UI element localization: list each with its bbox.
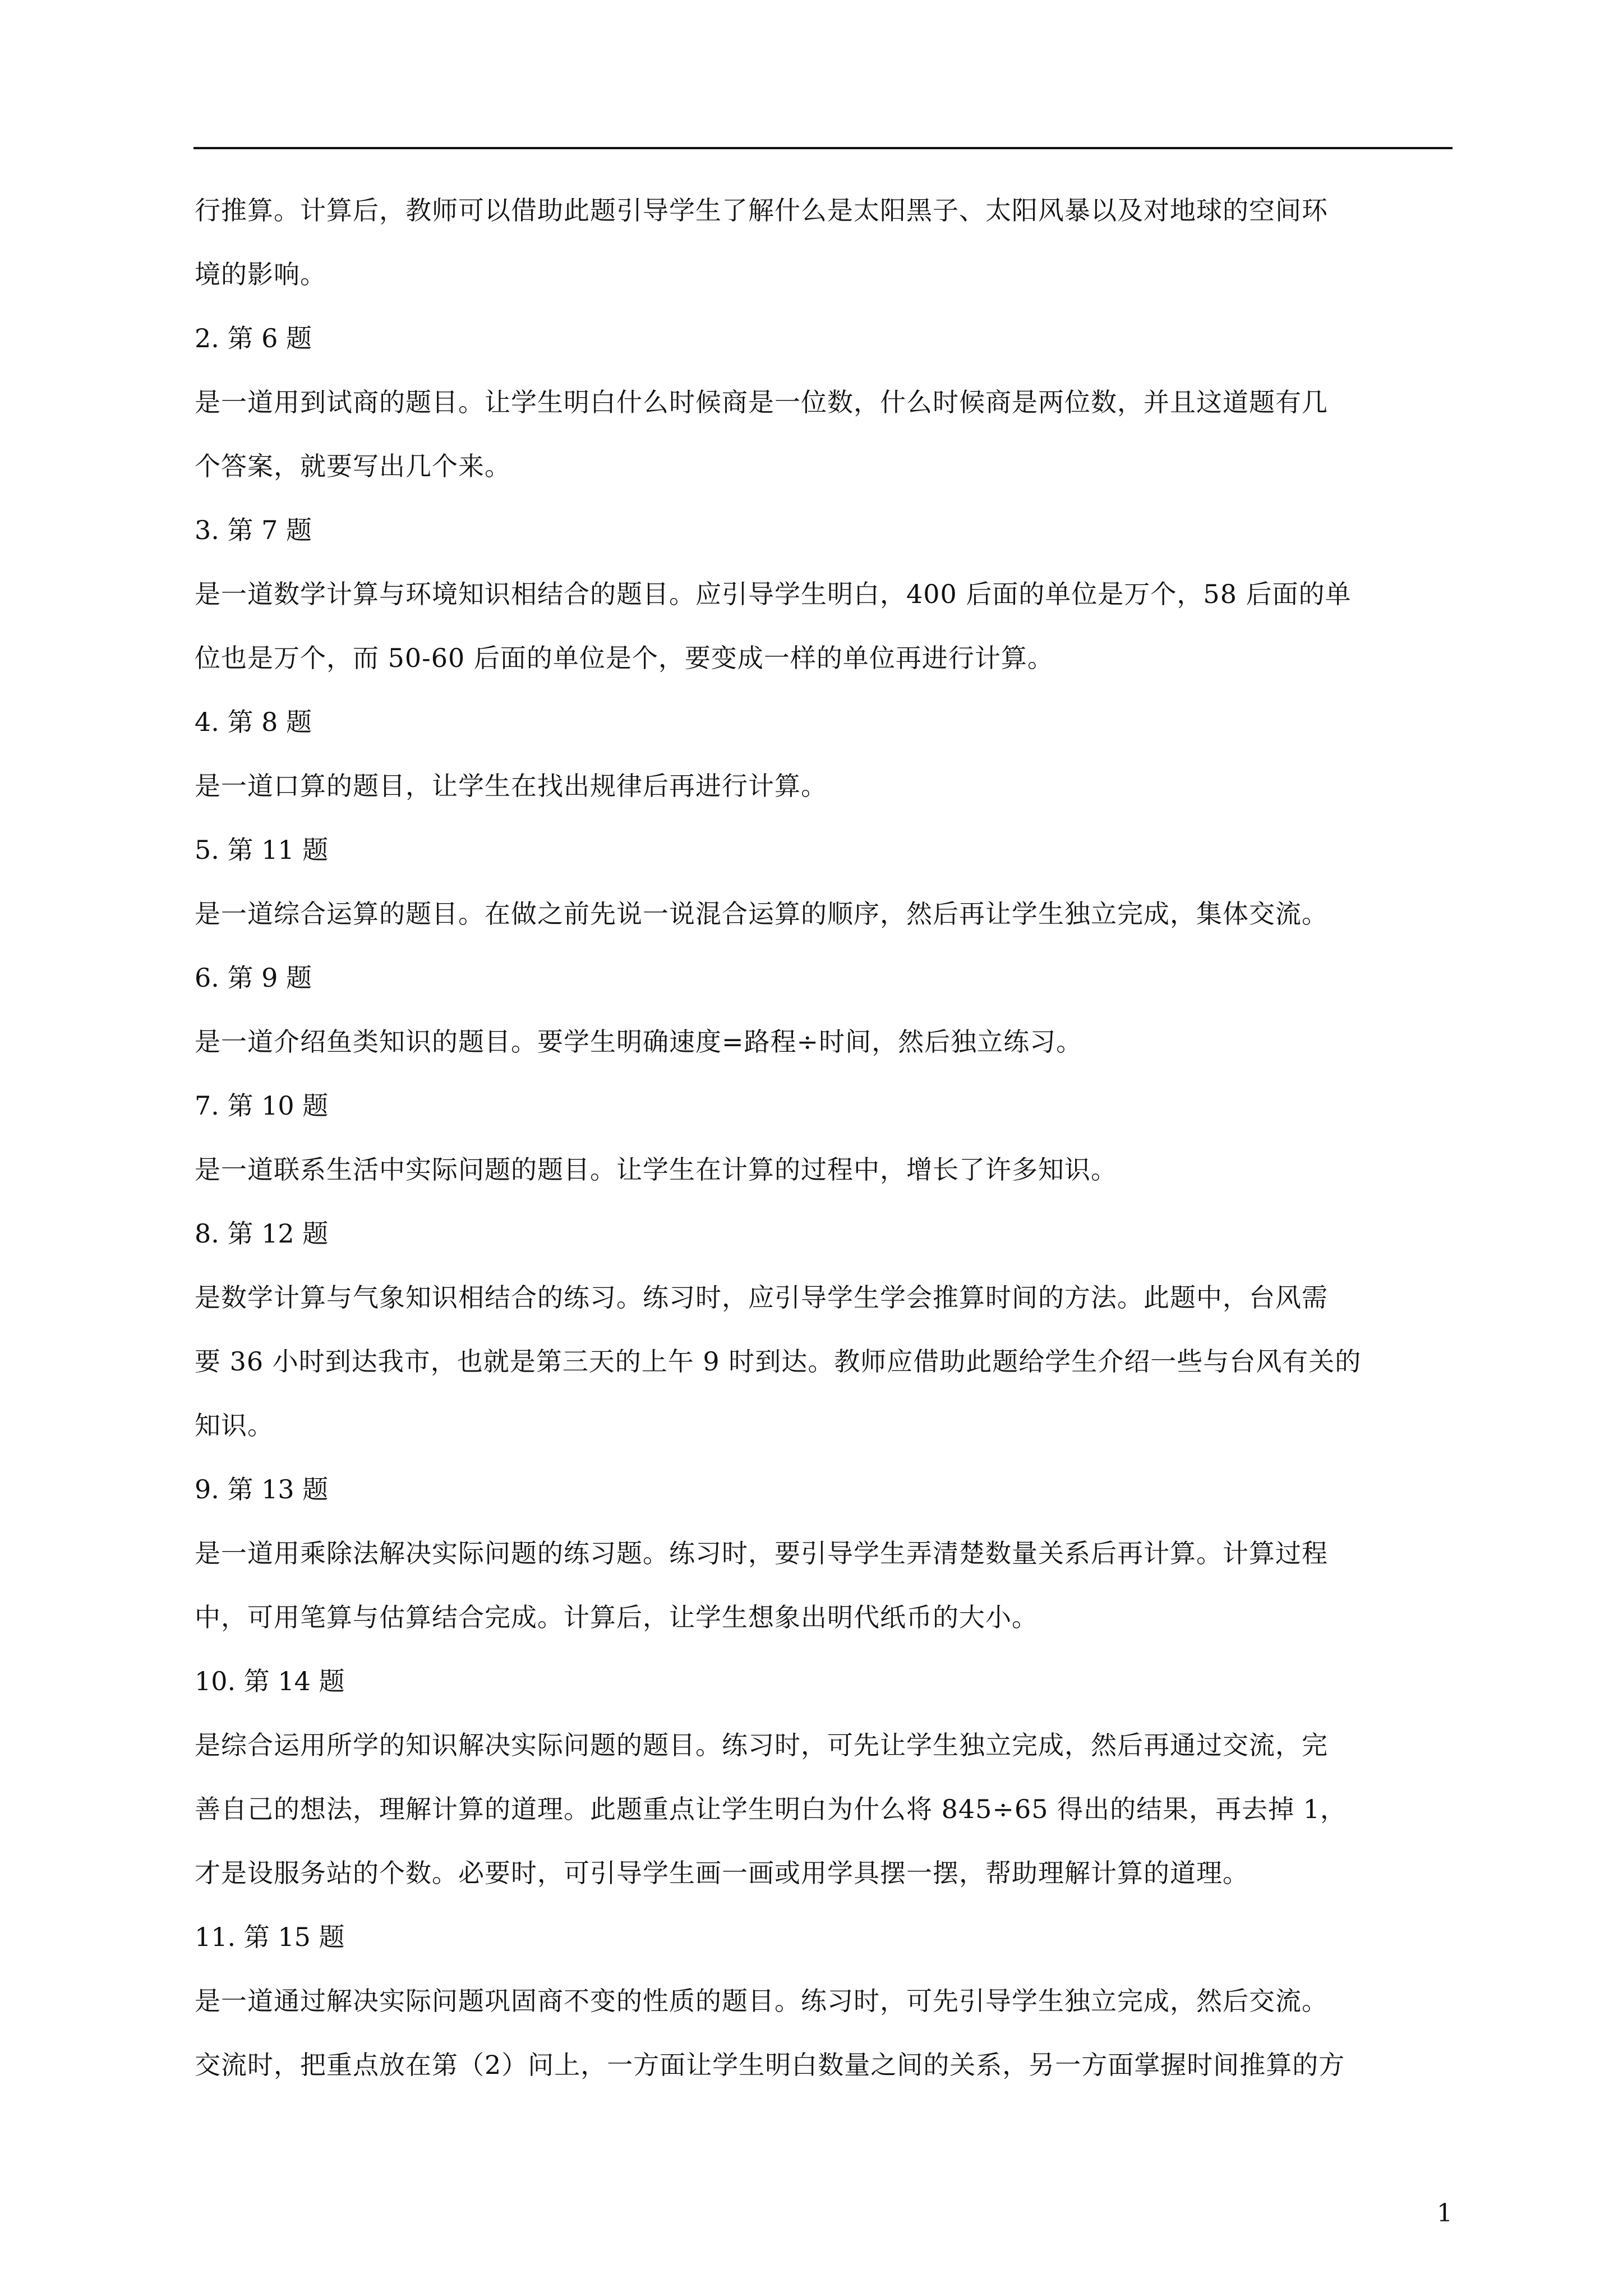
paragraph-line: 是一道综合运算的题目。在做之前先说一说混合运算的顺序，然后再让学生独立完成，集体交流。 [195,899,1328,929]
section-heading: 3. 第 7 题 [195,515,312,545]
section-heading: 6. 第 9 题 [195,963,312,993]
paragraph-line: 是综合运用所学的知识解决实际问题的题目。练习时，可先让学生独立完成，然后再通过交流，完 [195,1730,1328,1760]
section-heading: 11. 第 15 题 [195,1922,345,1952]
paragraph-line: 个答案，就要写出几个来。 [195,451,511,481]
section-heading: 8. 第 12 题 [195,1218,329,1249]
paragraph-line: 交流时，把重点放在第（2）问上，一方面让学生明白数量之间的关系，另一方面掌握时间推算的方 [195,2050,1345,2080]
header-rule [193,147,1453,149]
paragraph-line: 善自己的想法，理解计算的道理。此题重点让学生明白为什么将 845÷65 得出的结果，再去掉 1， [195,1794,1347,1824]
section-heading: 4. 第 8 题 [195,707,312,737]
section-heading: 7. 第 10 题 [195,1091,329,1121]
section-heading: 5. 第 11 题 [195,835,329,865]
section-heading: 2. 第 6 题 [195,323,312,353]
page-number: 1 [1437,2199,1453,2228]
section-heading: 9. 第 13 题 [195,1474,329,1504]
paragraph-line: 是一道数学计算与环境知识相结合的题目。应引导学生明白，400 后面的单位是万个，58 后面的单 [195,579,1352,609]
paragraph-line: 是一道用到试商的题目。让学生明白什么时候商是一位数，什么时候商是两位数，并且这道题有几 [195,387,1328,417]
paragraph-line: 境的影响。 [195,259,326,289]
paragraph-line: 是一道口算的题目，让学生在找出规律后再进行计算。 [195,771,827,801]
paragraph-line: 是数学计算与气象知识相结合的练习。练习时，应引导学生学会推算时间的方法。此题中，台风需 [195,1282,1328,1313]
section-heading: 10. 第 14 题 [195,1666,345,1696]
paragraph-line: 位也是万个，而 50-60 后面的单位是个，要变成一样的单位再进行计算。 [195,643,1054,673]
paragraph-line: 是一道用乘除法解决实际问题的练习题。练习时，要引导学生弄清楚数量关系后再计算。计算过程 [195,1538,1328,1568]
paragraph-line: 是一道通过解决实际问题巩固商不变的性质的题目。练习时，可先引导学生独立完成，然后交流。 [195,1986,1328,2016]
paragraph-line: 要 36 小时到达我市，也就是第三天的上午 9 时到达。教师应借助此题给学生介绍一些与台风有关的 [195,1346,1362,1377]
paragraph-line: 行推算。计算后，教师可以借助此题引导学生了解什么是太阳黑子、太阳风暴以及对地球的空间环 [195,195,1328,226]
paragraph-line: 是一道联系生活中实际问题的题目。让学生在计算的过程中，增长了许多知识。 [195,1154,1117,1185]
paragraph-line: 才是设服务站的个数。必要时，可引导学生画一画或用学具摆一摆，帮助理解计算的道理。 [195,1858,1249,1888]
paragraph-line: 中，可用笔算与估算结合完成。计算后，让学生想象出明代纸币的大小。 [195,1602,1038,1632]
paragraph-line: 知识。 [195,1410,274,1441]
document-body [195,178,1454,2097]
paragraph-line: 是一道介绍鱼类知识的题目。要学生明确速度=路程÷时间，然后独立练习。 [195,1027,1083,1057]
